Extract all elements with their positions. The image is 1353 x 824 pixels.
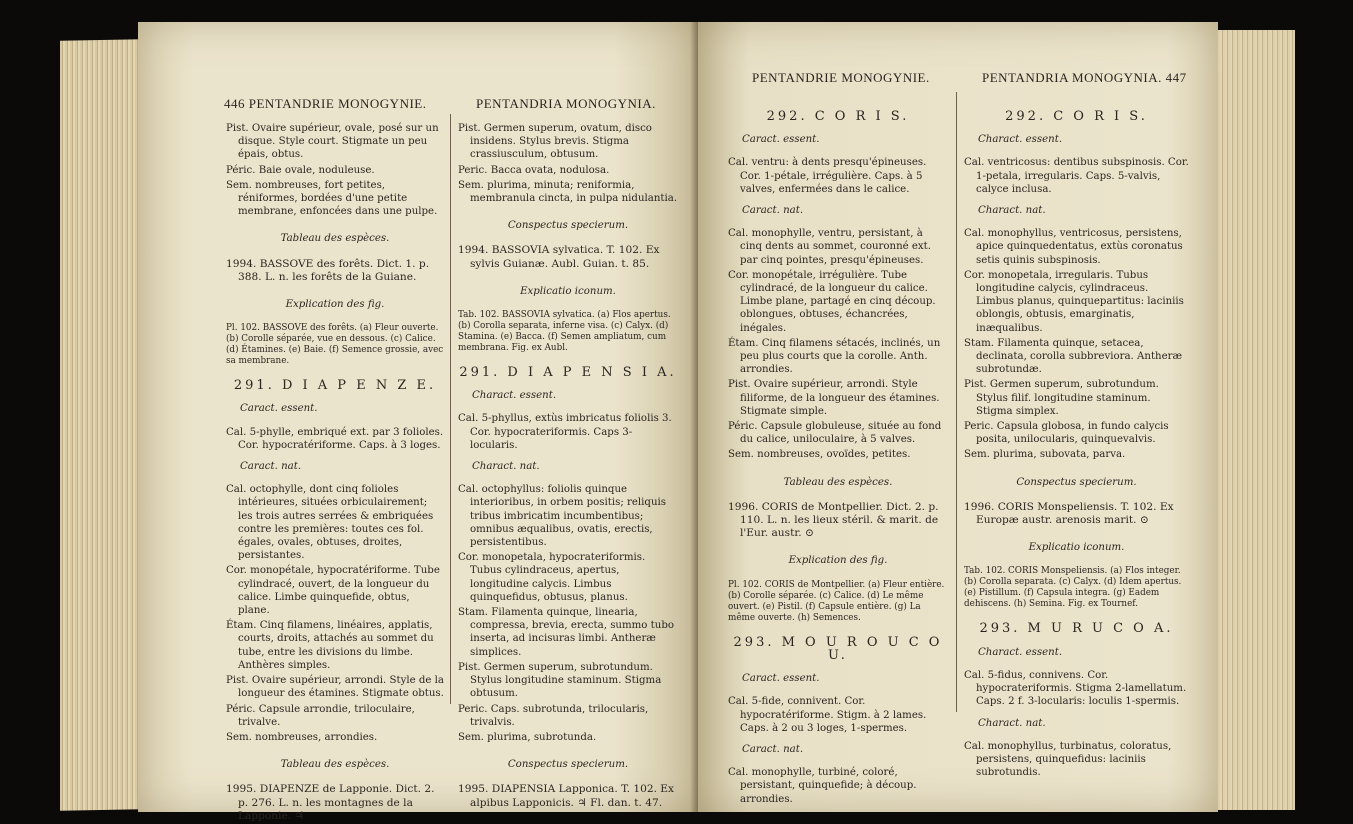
page-number-left: 446 [224, 96, 245, 111]
text-sem: Sem. plurima, minuta; reniformia, membranula cincta, in pulpa nidulantia. [458, 179, 678, 205]
column-divider [956, 92, 957, 712]
running-head-fr: PENTANDRIE MONOGYNIE. [248, 96, 427, 111]
species-entry: 1996. CORIS Monspeliensis. T. 102. Ex Europæ austr. arenosis marit. ⊙ [964, 500, 1174, 527]
subheading: Caract. essent. [742, 673, 820, 685]
text-etam: Stam. Filamenta quinque, linearia, compressa, brevia, erecta, summo tubo inserta, ad incisuras limbi. Antheræ simplices. [458, 607, 674, 658]
text-peric: Peric. Capsula globosa, in fundo calycis posita, unilocularis, quinquevalvis. [964, 421, 1169, 446]
subheading: Tableau des espèces. [280, 233, 390, 245]
species-entry: 1994. BASSOVE des forêts. Dict. 1. p. 388. L. n. les forêts de la Guiane. [226, 257, 430, 283]
text-peric: Peric. Bacca ovata, nodulosa. [458, 164, 610, 176]
subheading: Explicatio iconum. [1028, 542, 1125, 554]
text-cal: Cal. 5-phyllus, extùs imbricatus foliolis 3. Cor. hypocrateriformis. Caps 3-locularis. [458, 413, 672, 451]
text-cal: Cal. octophyllus: foliolis quinque interioribus, in orbem positis; reliquis tribus imbricatim incumbentibus; omnibus æqualibus, ovatis, erectis, persistentibus. [458, 484, 667, 549]
subheading: Charact. nat. [978, 717, 1046, 729]
subheading: Charact. essent. [978, 646, 1063, 658]
text-cal: Cal. monophyllus, turbinatus, coloratus, persistens, quinquefidus: laciniis subrotundis. [964, 740, 1172, 779]
text-cal: Cal. monophylle, turbiné, coloré, persistant, quinquefide; à découp. arrondies. [728, 767, 917, 805]
species-entry: 1994. BASSOVIA sylvatica. T. 102. Ex sylvis Guianæ. Aubl. Guian. t. 85. [458, 244, 660, 270]
page-number-right: 447 [1165, 70, 1187, 85]
text-cor: Cor. monopetala, irregularis. Tubus longitudine calycis, cylindraceus. Limbus planus, quinquepartitus: laciniis oblongis, obtusis, emarginatis, inæqualibus. [964, 269, 1184, 334]
species-entry: 1995. DIAPENSIA Lapponica. T. 102. Ex alpibus Lapponicis. ♃ Fl. dan. t. 47. [458, 783, 675, 809]
text-pist: Pist. Ovaire supérieur, arrondi. Style de la longueur des étamines. Stigmate obtus. [226, 675, 445, 700]
page-edges-right [1210, 30, 1295, 810]
text-pist: Pist. Ovaire supérieur, ovale, posé sur un disque. Style court. Stigmate un peu épais, obtus. [226, 123, 439, 161]
plate-caption: Pl. 102. CORIS de Montpellier. (a) Fleur entière. (b) Corolle séparée. (c) Calice. (d) Le même ouvert. (e) Pistil. (f) Capsule entière. (g) La même ouverte. (h) Semences. [728, 579, 945, 623]
page-edges-left [60, 39, 140, 810]
left-page [138, 22, 698, 822]
text-cal: Cal. 5-fide, connivent. Cor. hypocratériforme. Stigm. à 2 lames. Caps. à 2 ou 3 loges, 1-spermes. [728, 696, 927, 734]
subheading: Explication des fig. [285, 299, 385, 311]
plate-caption: Pl. 102. BASSOVE des forêts. (a) Fleur ouverte. (b) Corolle séparée, vue en dessous. (c) Calice. (d) Étamines. (e) Baie. (f) Semence grossie, avec sa membrane. [226, 323, 444, 367]
subheading: Conspectus specierum. [507, 220, 629, 232]
text-sem: Sem. nombreuses, fort petites, réniformes, bordées d'une petite membrane, enfoncées dans une pulpe. [226, 179, 438, 218]
running-head-la: PENTANDRIA MONOGYNIA. [982, 70, 1162, 85]
text-etam: Étam. Cinq filamens sétacés, inclinés, un peu plus courts que la corolle. Anth. arrondies. [728, 337, 941, 376]
subheading: Caract. nat. [240, 461, 302, 473]
species-entry: 1996. CORIS de Montpellier. Dict. 2. p. 110. L. n. les lieux stéril. & marit. de l'Eur. austr. ⊙ [728, 500, 939, 540]
subheading: Charact. nat. [978, 205, 1046, 217]
column-divider [450, 114, 451, 704]
right-col-latin [964, 98, 1189, 781]
genus-heading: 292. C O R I S. [1005, 109, 1148, 124]
subheading: Tableau des espèces. [280, 759, 390, 771]
text-cal: Cal. ventricosus: dentibus subspinosis. Cor. 1-petala, irregularis. Caps. 5-valvis, calyce inclusa. [964, 157, 1189, 195]
plate-caption: Tab. 102. CORIS Monspeliensis. (a) Flos integer. (b) Corolla separata. (c) Calyx. (d) Idem apertus. (e) Pistillum. (f) Capsula integra. (g) Eadem dehiscens. (h) Semina. Fig. ex Tournef. [964, 566, 1182, 610]
text-sem: Sem. plurima, subrotunda. [458, 731, 597, 743]
subheading: Caract. essent. [240, 403, 318, 415]
left-head-fr [224, 96, 426, 112]
text-peric: Péric. Capsule globuleuse, située au fond du calice, uniloculaire, à 5 valves. [728, 421, 942, 446]
genus-heading: 292. C O R I S. [766, 109, 910, 124]
text-peric: Péric. Baie ovale, noduleuse. [226, 164, 375, 176]
subheading: Explication des fig. [788, 555, 888, 567]
text-pist: Pist. Germen superum, subrotundum. Stylus longitudine staminum. Stigma obtusum. [458, 661, 662, 700]
text-etam: Étam. Cinq filamens, linéaires, applatis, courts, droits, attachés au sommet du tube, entre les divisions du limbe. Anthères simples. [226, 620, 434, 671]
genus-heading: 291. D I A P E N Z E. [233, 378, 437, 394]
text-cal: Cal. monophylle, ventru, persistant, à cinq dents au sommet, couronné ext. par cinq pointes, presqu'épineuses. [728, 228, 932, 266]
text-cal: Cal. monophyllus, ventricosus, persistens, apice quinquedentatus, extùs coronatus setis quinis subspinosis. [964, 228, 1183, 266]
species-entry: 1995. DIAPENZE de Lapponie. Dict. 2. p. 276. L. n. les montagnes de la Lapponie. ♃ [226, 783, 435, 822]
genus-heading: 293. M O U R O U C O U. [733, 634, 943, 663]
text-cor: Cor. monopetala, hypocrateriformis. Tubus cylindraceus, apertus, longitudine calycis. Limbus quinquefidus, obtusus, planus. [458, 552, 646, 603]
plate-caption: Tab. 102. BASSOVIA sylvatica. (a) Flos apertus. (b) Corolla separata, inferne visa. (c) Calyx. (d) Stamina. (e) Bacca. (f) Semen ampliatum, cum membrana. Fig. ex Aubl. [458, 310, 671, 354]
right-page [698, 22, 1218, 812]
genus-heading: 293. M U R U C O A. [979, 621, 1174, 637]
text-pist: Pist. Germen superum, ovatum, disco insidens. Stylus brevis. Stigma crassiusculum, obtusum. [458, 123, 652, 161]
text-peric: Péric. Capsule arrondie, triloculaire, trivalve. [226, 703, 415, 728]
left-head-la: PENTANDRIA MONOGYNIA. [476, 96, 656, 111]
subheading: Caract. nat. [742, 205, 804, 217]
subheading: Conspectus specierum. [1016, 476, 1137, 488]
text-cal: Cal. 5-phylle, embriqué ext. par 3 folioles. Cor. hypocratériforme. Caps. à 3 loges. [226, 426, 444, 451]
text-sem: Sem. plurima, subovata, parva. [964, 449, 1126, 461]
text-cal: Cal. ventru: à dents presqu'épineuses. Cor. 1-pétale, irrégulière. Caps. à 5 valves, enfermées dans le calice. [728, 157, 927, 195]
right-head-la [982, 70, 1187, 86]
text-sem: Sem. nombreuses, ovoïdes, petites. [728, 449, 911, 461]
subheading: Explicatio iconum. [520, 285, 616, 297]
text-cal: Cal. 5-fidus, connivens. Cor. hypocrateriformis. Stigma 2-lamellatum. Caps. 2 f. 3-locularis: loculis 1-spermis. [964, 669, 1187, 708]
text-cor: Cor. monopétale, irrégulière. Tube cylindracé, de la longueur du calice. Limbe plane, partagé en cinq découp. oblongues, obtuses, échancrées, inégales. [728, 269, 936, 334]
text-peric: Peric. Caps. subrotunda, trilocularis, trivalvis. [458, 703, 649, 728]
right-head-fr: PENTANDRIE MONOGYNIE. [752, 70, 930, 85]
text-cal: Cal. octophylle, dont cinq folioles intérieures, situées orbiculairement; les trois autres serrées & embriquées contre les premières: toutes ces fol. égales, ovales, obtuses, droites, persistantes. [226, 484, 434, 562]
genus-heading: 291. D I A P E N S I A. [459, 365, 677, 381]
subheading: Charact. nat. [472, 461, 540, 473]
subheading: Caract. nat. [742, 743, 804, 755]
left-col-french [226, 122, 444, 824]
subheading: Conspectus specierum. [507, 759, 629, 771]
text-cor: Cor. monopétale, hypocratériforme. Tube cylindracé, ouvert, de la longueur du calice. Limbe quinquefide, obtus, plane. [226, 565, 440, 617]
subheading: Charact. essent. [472, 390, 557, 402]
left-col-latin [458, 122, 678, 812]
text-etam: Stam. Filamenta quinque, setacea, declinata, corolla subbreviora. Antheræ subrotundæ. [964, 337, 1183, 376]
right-col-french [728, 98, 948, 808]
subheading: Tableau des espèces. [783, 476, 893, 488]
subheading: Charact. essent. [978, 134, 1063, 146]
text-sem: Sem. nombreuses, arrondies. [226, 731, 378, 743]
text-pist: Pist. Ovaire supérieur, arrondi. Style filiforme, de la longueur des étamines. Stigmate simple. [728, 379, 940, 417]
text-pist: Pist. Germen superum, subrotundum. Stylus filif. longitudine staminum. Stigma simplex. [964, 379, 1159, 417]
subheading: Caract. essent. [742, 134, 820, 146]
